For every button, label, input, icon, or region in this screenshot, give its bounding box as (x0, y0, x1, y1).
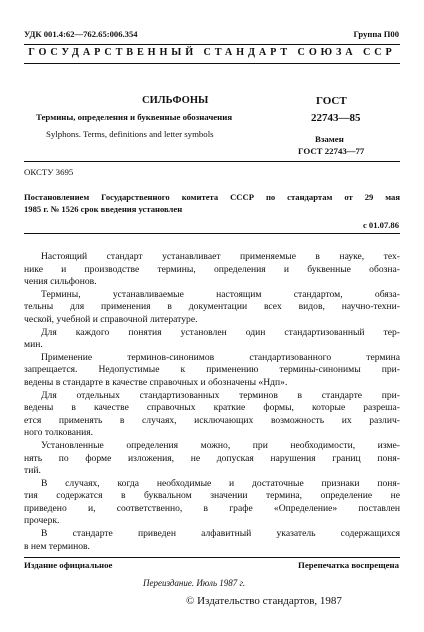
decree-line-1: Постановлением Государственного комитета СССР по стандартам от 29 мая (24, 192, 400, 202)
paragraph-index (24, 528, 400, 553)
paragraph-line: мин. (24, 339, 43, 351)
decree-rule (24, 233, 400, 234)
body-text (24, 251, 400, 553)
paragraph-line: прочерк. (24, 515, 60, 527)
paragraph-line: В случаях, когда необходимые и достаточные признаки поня- (41, 477, 400, 489)
paragraph-line: приведено и, соответственно, в графе «Определение» поставлен (24, 502, 400, 514)
paragraph-line: ного толкования. (24, 427, 94, 439)
paragraph-line: ведены в стандарте в качестве справочных и обозначены «Ндп». (24, 376, 288, 388)
paragraph-mandatory (24, 289, 400, 327)
okstu-code: ОКСТУ 3695 (24, 167, 74, 177)
reprint-prohibited: Перепечатка воспрещена (298, 560, 399, 570)
replaces-number: ГОСТ 22743—77 (298, 146, 365, 156)
paragraph-line: ческой, учебной и справочной литературе. (24, 313, 198, 325)
gost-number: 22743—85 (311, 112, 361, 124)
official-edition: Издание официальное (24, 560, 113, 570)
paragraph-line: ведены в качестве справочных краткие формы, которые разреша- (24, 402, 400, 414)
replaces-label: Взамен (315, 134, 344, 144)
title-english-subtitle: Sylphons. Terms, definitions and letter symbols (46, 129, 214, 139)
paragraph-short-forms (24, 390, 400, 440)
group-code: Группа П00 (353, 29, 399, 39)
paragraph-definitions (24, 440, 400, 478)
reissue-note: Переиздание. Июль 1987 г. (143, 578, 246, 588)
paragraph-line: тия содержатся в буквальном значении термина, определение не (24, 490, 400, 502)
decree-line-2: 1985 г. № 1526 срок введения установлен (24, 204, 183, 214)
paragraph-line: Для каждого понятия установлен один стандартизованный тер- (41, 326, 400, 338)
paragraph-synonyms (24, 352, 400, 390)
paragraph-line: ется применять в случаях, исключающих возможность их различ- (24, 414, 400, 426)
paragraph-line: тий. (24, 465, 41, 477)
paragraph-literal-meaning (24, 478, 400, 528)
state-standard-banner: ГОСУДАРСТВЕННЫЙ СТАНДАРТ СОЮЗА ССР (28, 47, 396, 58)
header-rule-bottom (24, 63, 400, 64)
gost-label: ГОСТ (316, 95, 347, 107)
paragraph-scope (24, 251, 400, 289)
paragraph-line: запрещается. Недопустимые к применению термины-синонимы при- (24, 364, 400, 376)
document-title: СИЛЬФОНЫ (142, 95, 209, 106)
title-rule (24, 161, 400, 162)
paragraph-line: нять по форме изложения, не допуская нарушения границ поня- (24, 452, 400, 464)
paragraph-line: в нем терминов. (24, 540, 90, 552)
effective-date: с 01.07.86 (362, 220, 399, 230)
paragraph-line: Для отдельных стандартизованных терминов в стандарте при- (41, 389, 400, 401)
copyright: © Издательство стандартов, 1987 (186, 595, 342, 607)
paragraph-line: Установленные определения можно, при необходимости, изме- (41, 439, 400, 451)
header-rule-top (24, 44, 400, 45)
paragraph-line: Термины, устанавливаемые настоящим стандартом, обяза- (41, 288, 400, 300)
paragraph-line: нике и производстве термины, определения и буквенные обозна- (24, 263, 400, 275)
paragraph-line: Настоящий стандарт устанавливает применяемые в науке, тех- (41, 251, 400, 262)
paragraph-line: чения сильфонов. (24, 276, 97, 288)
paragraph-line: тельны для применения в документации всех видов, научно-техни- (24, 301, 400, 313)
footer-rule (24, 557, 400, 558)
title-russian-subtitle: Термины, определения и буквенные обозначения (36, 112, 233, 122)
paragraph-line: В стандарте приведен алфавитный указатель содержащихся (41, 528, 400, 540)
paragraph-single-term (24, 327, 400, 352)
paragraph-line: Применение терминов-синонимов стандартизованного термина (41, 351, 400, 363)
udc-code: УДК 001.4:62—762.65:006.354 (24, 29, 138, 39)
